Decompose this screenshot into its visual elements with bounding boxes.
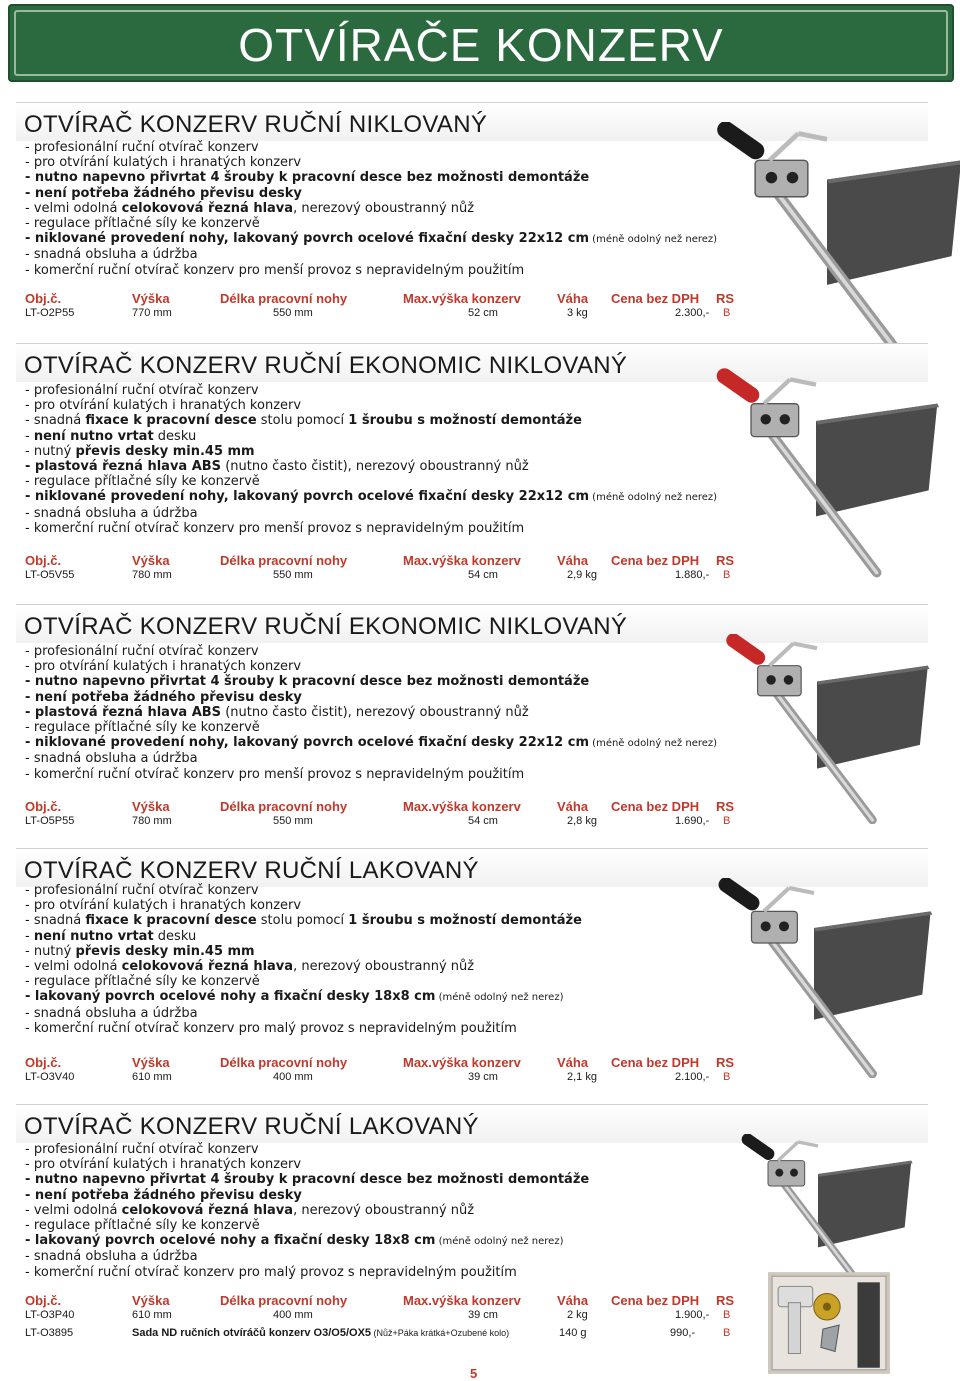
table-cell-weight: 2,1 kg xyxy=(567,1071,597,1083)
feature-line xyxy=(25,247,717,262)
table-header-cell: Max.výška konzerv xyxy=(403,291,521,306)
feature-line xyxy=(25,1157,589,1172)
feature-text: - pro otvírání kulatých i hranatých konzerv xyxy=(25,898,302,914)
table-cell-weight: 2,9 kg xyxy=(567,569,597,581)
table-cell-rs: B xyxy=(723,1071,731,1083)
feature-line xyxy=(25,231,717,247)
feature-text: (nutno často čistit), nerezový oboustranný nůž xyxy=(221,459,529,475)
table-cell-max: 39 cm xyxy=(468,1309,498,1321)
table-cell-price: 2.100,- xyxy=(675,1071,710,1083)
feature-text: převis desky min.45 mm xyxy=(75,943,255,959)
table-header-cell: Max.výška konzerv xyxy=(403,1293,521,1308)
feature-line xyxy=(25,1218,589,1233)
table-header-cell: Délka pracovní nohy xyxy=(220,553,348,568)
table-cell-max: 39 cm xyxy=(468,1071,498,1083)
table-cell-height: 780 mm xyxy=(132,569,172,581)
feature-text: - niklované provedení nohy, lakovaný povrch ocelové fixační desky 22x12 cm xyxy=(25,231,589,247)
page-number: 5 xyxy=(470,1366,478,1381)
feature-text: - snadná obsluha a údržba xyxy=(25,1005,198,1021)
feature-line xyxy=(25,644,717,659)
table-header-cell: Obj.č. xyxy=(25,553,62,568)
feature-text: - snadná obsluha a údržba xyxy=(25,751,198,767)
table-cell-leg: 400 mm xyxy=(273,1071,313,1083)
feature-text: - velmi odolná xyxy=(25,959,122,975)
feature-text: 1 šroubu s možností demontáže xyxy=(348,913,582,929)
table-header-cell: RS xyxy=(716,799,735,814)
product-photo xyxy=(686,363,946,588)
feature-line xyxy=(25,1172,589,1187)
table-cell-price: 1.690,- xyxy=(675,815,710,827)
feature-line xyxy=(25,989,582,1005)
table-cell-code: LT-O3895 xyxy=(25,1327,74,1339)
feature-line xyxy=(25,1021,582,1036)
table-header-cell: Váha xyxy=(557,1055,589,1070)
feature-text: - snadná obsluha a údržba xyxy=(25,247,198,263)
table-header-cell: Výška xyxy=(132,291,170,306)
table-cell-max: 52 cm xyxy=(468,307,498,319)
feature-text: stolu pomocí xyxy=(256,913,349,929)
table-header-cell: Výška xyxy=(132,799,170,814)
table-header-cell: Max.výška konzerv xyxy=(403,1055,521,1070)
feature-text: desku xyxy=(153,428,197,444)
feature-list xyxy=(25,1142,589,1280)
table-cell-price: 1.880,- xyxy=(675,569,710,581)
feature-text: - snadná xyxy=(25,913,86,929)
spare-parts-photo xyxy=(768,1272,890,1379)
product-table xyxy=(25,1055,765,1091)
table-header-cell: Délka pracovní nohy xyxy=(220,1293,348,1308)
table-cell-leg: 550 mm xyxy=(273,569,313,581)
feature-line xyxy=(25,883,582,898)
feature-line xyxy=(25,1249,589,1264)
feature-line xyxy=(25,767,717,782)
feature-text: (méně odolný než nerez) xyxy=(589,492,718,504)
table-cell-weight: 140 g xyxy=(559,1327,587,1339)
table-header-cell: Cena bez DPH xyxy=(611,1293,700,1308)
feature-text: - profesionální ruční otvírač konzerv xyxy=(25,1142,259,1157)
feature-line xyxy=(25,201,717,216)
table-header-cell: Váha xyxy=(557,291,589,306)
feature-text: - komerční ruční otvírač konzerv pro malý provoz s nepravidelným použitím xyxy=(25,1264,517,1280)
feature-line xyxy=(25,959,582,974)
product-table xyxy=(25,291,765,327)
feature-line xyxy=(25,170,717,185)
table-cell-height: 610 mm xyxy=(132,1071,172,1083)
feature-list xyxy=(25,140,717,278)
feature-text: - není potřeba žádného převisu desky xyxy=(25,689,302,705)
feature-text: - regulace přítlačné síly ke konzervě xyxy=(25,474,260,490)
table-header-cell: Výška xyxy=(132,1293,170,1308)
section-title: OTVÍRAČ KONZERV RUČNÍ NIKLOVANÝ xyxy=(24,111,488,138)
feature-text: celokovová řezná hlava xyxy=(121,200,294,216)
feature-text: - snadná obsluha a údržba xyxy=(25,505,198,521)
feature-line xyxy=(25,459,717,474)
product-table xyxy=(25,799,765,835)
page-banner xyxy=(8,4,954,82)
feature-line xyxy=(25,506,717,521)
table-cell-code: LT-O2P55 xyxy=(25,307,75,319)
feature-line xyxy=(25,216,717,231)
table-header-cell: RS xyxy=(716,1293,735,1308)
product-table xyxy=(25,553,765,589)
feature-text: - profesionální ruční otvírač konzerv xyxy=(25,644,259,659)
feature-text: celokovová řezná hlava xyxy=(121,959,294,975)
product-photo xyxy=(682,122,960,357)
table-cell-rs: B xyxy=(723,1309,731,1321)
table-cell-max: 54 cm xyxy=(468,569,498,581)
feature-text: - niklované provedení nohy, lakovaný povrch ocelové fixační desky 22x12 cm xyxy=(25,489,589,505)
table-header-cell: Délka pracovní nohy xyxy=(220,291,348,306)
feature-text: - lakovaný povrch ocelové nohy a fixační desky 18x8 cm xyxy=(25,989,436,1005)
table-cell-height: 770 mm xyxy=(132,307,172,319)
feature-text: - regulace přítlačné síly ke konzervě xyxy=(25,720,260,736)
can-opener-product-photo xyxy=(686,363,946,583)
feature-text: - pro otvírání kulatých i hranatých konzerv xyxy=(25,659,302,675)
section-title: OTVÍRAČ KONZERV RUČNÍ EKONOMIC NIKLOVANÝ xyxy=(24,352,628,379)
table-cell-code: LT-O5V55 xyxy=(25,569,75,581)
feature-text: - xyxy=(25,428,34,444)
feature-line xyxy=(25,521,717,536)
table-cell-leg: 550 mm xyxy=(273,815,313,827)
feature-text: - pro otvírání kulatých i hranatých konzerv xyxy=(25,1157,302,1173)
feature-line xyxy=(25,444,717,459)
table-header-cell: Cena bez DPH xyxy=(611,291,700,306)
feature-text: - snadná xyxy=(25,413,86,429)
table-header-cell: Váha xyxy=(557,799,589,814)
feature-line xyxy=(25,398,717,413)
feature-line xyxy=(25,690,717,705)
feature-text: není nutno vrtat xyxy=(33,428,154,444)
feature-list xyxy=(25,883,582,1036)
table-header-cell: RS xyxy=(716,291,735,306)
feature-text: - nutno napevno přivrtat 4 šrouby k pracovní desce bez možnosti demontáže xyxy=(25,674,590,690)
set-contents-note: (Nůž+Páka krátká+Ozubené kolo) xyxy=(371,1328,510,1338)
table-cell-max: 54 cm xyxy=(468,815,498,827)
feature-text: - komerční ruční otvírač konzerv pro menší provoz s nepravidelným použitím xyxy=(25,520,525,536)
table-cell-code: LT-O3V40 xyxy=(25,1071,75,1083)
feature-line xyxy=(25,720,717,735)
table-cell-weight: 2 kg xyxy=(567,1309,588,1321)
feature-text: celokovová řezná hlava xyxy=(121,1202,294,1218)
table-cell-rs: B xyxy=(723,569,731,581)
feature-text: desku xyxy=(153,928,197,944)
feature-line xyxy=(25,140,717,155)
feature-text: - nutný xyxy=(25,443,76,459)
feature-line xyxy=(25,913,582,928)
feature-text: není nutno vrtat xyxy=(33,928,154,944)
table-cell-leg: 400 mm xyxy=(273,1309,313,1321)
feature-line xyxy=(25,674,717,689)
feature-text: - velmi odolná xyxy=(25,200,122,216)
feature-list xyxy=(25,383,717,536)
feature-text: převis desky min.45 mm xyxy=(75,443,255,459)
table-cell-price: 990,- xyxy=(670,1327,696,1339)
table-cell-rs: B xyxy=(723,307,731,319)
feature-text: - profesionální ruční otvírač konzerv xyxy=(25,883,259,898)
page-title: OTVÍRAČE KONZERV xyxy=(238,19,724,71)
feature-line xyxy=(25,659,717,674)
table-header-cell: Váha xyxy=(557,553,589,568)
feature-text: - nutno napevno přivrtat 4 šrouby k pracovní desce bez možnosti demontáže xyxy=(25,1172,590,1188)
feature-text: - není potřeba žádného převisu desky xyxy=(25,185,302,201)
feature-line xyxy=(25,1188,589,1203)
feature-text: - profesionální ruční otvírač konzerv xyxy=(25,140,259,155)
feature-line xyxy=(25,413,717,428)
section-title: OTVÍRAČ KONZERV RUČNÍ LAKOVANÝ xyxy=(24,1113,479,1140)
table-header-cell: RS xyxy=(716,553,735,568)
feature-text: 1 šroubu s možností demontáže xyxy=(348,413,582,429)
table-cell-weight: 3 kg xyxy=(567,307,588,319)
feature-text: - komerční ruční otvírač konzerv pro malý provoz s nepravidelným použitím xyxy=(25,1020,517,1036)
table-cell-desc xyxy=(132,1327,509,1339)
feature-text: - profesionální ruční otvírač konzerv xyxy=(25,383,259,398)
table-header-cell: Délka pracovní nohy xyxy=(220,1055,348,1070)
feature-text: - lakovaný povrch ocelové nohy a fixační desky 18x8 cm xyxy=(25,1233,436,1249)
feature-line xyxy=(25,751,717,766)
section-title: OTVÍRAČ KONZERV RUČNÍ LAKOVANÝ xyxy=(24,857,479,884)
feature-line xyxy=(25,705,717,720)
feature-line xyxy=(25,1203,589,1218)
feature-line xyxy=(25,186,717,201)
table-header-cell: Max.výška konzerv xyxy=(403,553,521,568)
feature-text: fixace k pracovní desce xyxy=(85,413,257,429)
table-header-cell: Cena bez DPH xyxy=(611,553,700,568)
table-cell-rs: B xyxy=(723,815,731,827)
table-cell-height: 780 mm xyxy=(132,815,172,827)
feature-text: - komerční ruční otvírač konzerv pro menší provoz s nepravidelným použitím xyxy=(25,262,525,278)
feature-list xyxy=(25,644,717,782)
table-cell-rs: B xyxy=(723,1327,731,1339)
feature-text: (méně odolný než nerez) xyxy=(589,234,718,246)
feature-text: , nerezový oboustranný nůž xyxy=(293,1202,475,1218)
feature-text: - regulace přítlačné síly ke konzervě xyxy=(25,974,260,990)
feature-text: - velmi odolná xyxy=(25,1202,122,1218)
can-opener-product-photo xyxy=(688,1134,948,1294)
feature-line xyxy=(25,1142,589,1157)
table-cell-leg: 550 mm xyxy=(273,307,313,319)
table-cell-price: 1.900,- xyxy=(675,1309,710,1321)
feature-text: - nutno napevno přivrtat 4 šrouby k pracovní desce bez možnosti demontáže xyxy=(25,170,590,186)
feature-line xyxy=(25,1265,589,1280)
table-header-cell: Obj.č. xyxy=(25,799,62,814)
table-cell-code: LT-O5P55 xyxy=(25,815,75,827)
feature-line xyxy=(25,155,717,170)
set-description: Sada ND ručních otvíráčů konzerv O3/O5/OX5 xyxy=(132,1327,372,1339)
feature-line xyxy=(25,474,717,489)
feature-line xyxy=(25,1233,589,1249)
table-header-cell: Max.výška konzerv xyxy=(403,799,521,814)
table-header-cell: Obj.č. xyxy=(25,291,62,306)
table-cell-weight: 2,8 kg xyxy=(567,815,597,827)
product-photo xyxy=(682,634,952,829)
feature-text: - nutný xyxy=(25,943,76,959)
table-header-cell: Výška xyxy=(132,553,170,568)
feature-text: - plastová řezná hlava ABS xyxy=(25,459,222,475)
feature-text: - regulace přítlačné síly ke konzervě xyxy=(25,1218,260,1234)
feature-line xyxy=(25,929,582,944)
table-header-cell: Obj.č. xyxy=(25,1055,62,1070)
feature-line xyxy=(25,944,582,959)
feature-line xyxy=(25,263,717,278)
feature-line xyxy=(25,429,717,444)
table-header-cell: Délka pracovní nohy xyxy=(220,799,348,814)
table-header-cell: Cena bez DPH xyxy=(611,1055,700,1070)
feature-text: , nerezový oboustranný nůž xyxy=(293,200,475,216)
feature-text: (méně odolný než nerez) xyxy=(435,1236,564,1248)
feature-text: - snadná obsluha a údržba xyxy=(25,1249,198,1265)
can-opener-product-photo xyxy=(684,878,944,1078)
feature-text: - pro otvírání kulatých i hranatých konzerv xyxy=(25,155,302,171)
can-opener-product-photo xyxy=(682,634,952,824)
feature-text: - regulace přítlačné síly ke konzervě xyxy=(25,216,260,232)
feature-line xyxy=(25,735,717,751)
feature-text: - plastová řezná hlava ABS xyxy=(25,704,222,720)
feature-text: (méně odolný než nerez) xyxy=(435,992,564,1004)
product-table xyxy=(25,1293,765,1347)
feature-text: - není potřeba žádného převisu desky xyxy=(25,1187,302,1203)
table-cell-code: LT-O3P40 xyxy=(25,1309,75,1321)
feature-line xyxy=(25,974,582,989)
feature-text: fixace k pracovní desce xyxy=(85,913,257,929)
feature-line xyxy=(25,489,717,505)
feature-text: (nutno často čistit), nerezový oboustranný nůž xyxy=(221,704,529,720)
table-header-cell: Cena bez DPH xyxy=(611,799,700,814)
feature-text: (méně odolný než nerez) xyxy=(589,738,718,750)
product-photo xyxy=(684,878,944,1083)
spare-parts-set-photo xyxy=(768,1272,890,1374)
can-opener-product-photo xyxy=(682,122,960,352)
feature-text: - xyxy=(25,928,34,944)
table-header-cell: Váha xyxy=(557,1293,589,1308)
table-header-cell: RS xyxy=(716,1055,735,1070)
feature-text: - pro otvírání kulatých i hranatých konzerv xyxy=(25,398,302,414)
table-header-cell: Obj.č. xyxy=(25,1293,62,1308)
feature-line xyxy=(25,1006,582,1021)
table-cell-price: 2.300,- xyxy=(675,307,710,319)
table-header-cell: Výška xyxy=(132,1055,170,1070)
feature-line xyxy=(25,898,582,913)
feature-text: - niklované provedení nohy, lakovaný povrch ocelové fixační desky 22x12 cm xyxy=(25,735,589,751)
feature-text: - komerční ruční otvírač konzerv pro menší provoz s nepravidelným použitím xyxy=(25,766,525,782)
table-cell-height: 610 mm xyxy=(132,1309,172,1321)
section-title: OTVÍRAČ KONZERV RUČNÍ EKONOMIC NIKLOVANÝ xyxy=(24,613,628,640)
feature-line xyxy=(25,383,717,398)
feature-text: stolu pomocí xyxy=(256,413,349,429)
feature-text: , nerezový oboustranný nůž xyxy=(293,959,475,975)
